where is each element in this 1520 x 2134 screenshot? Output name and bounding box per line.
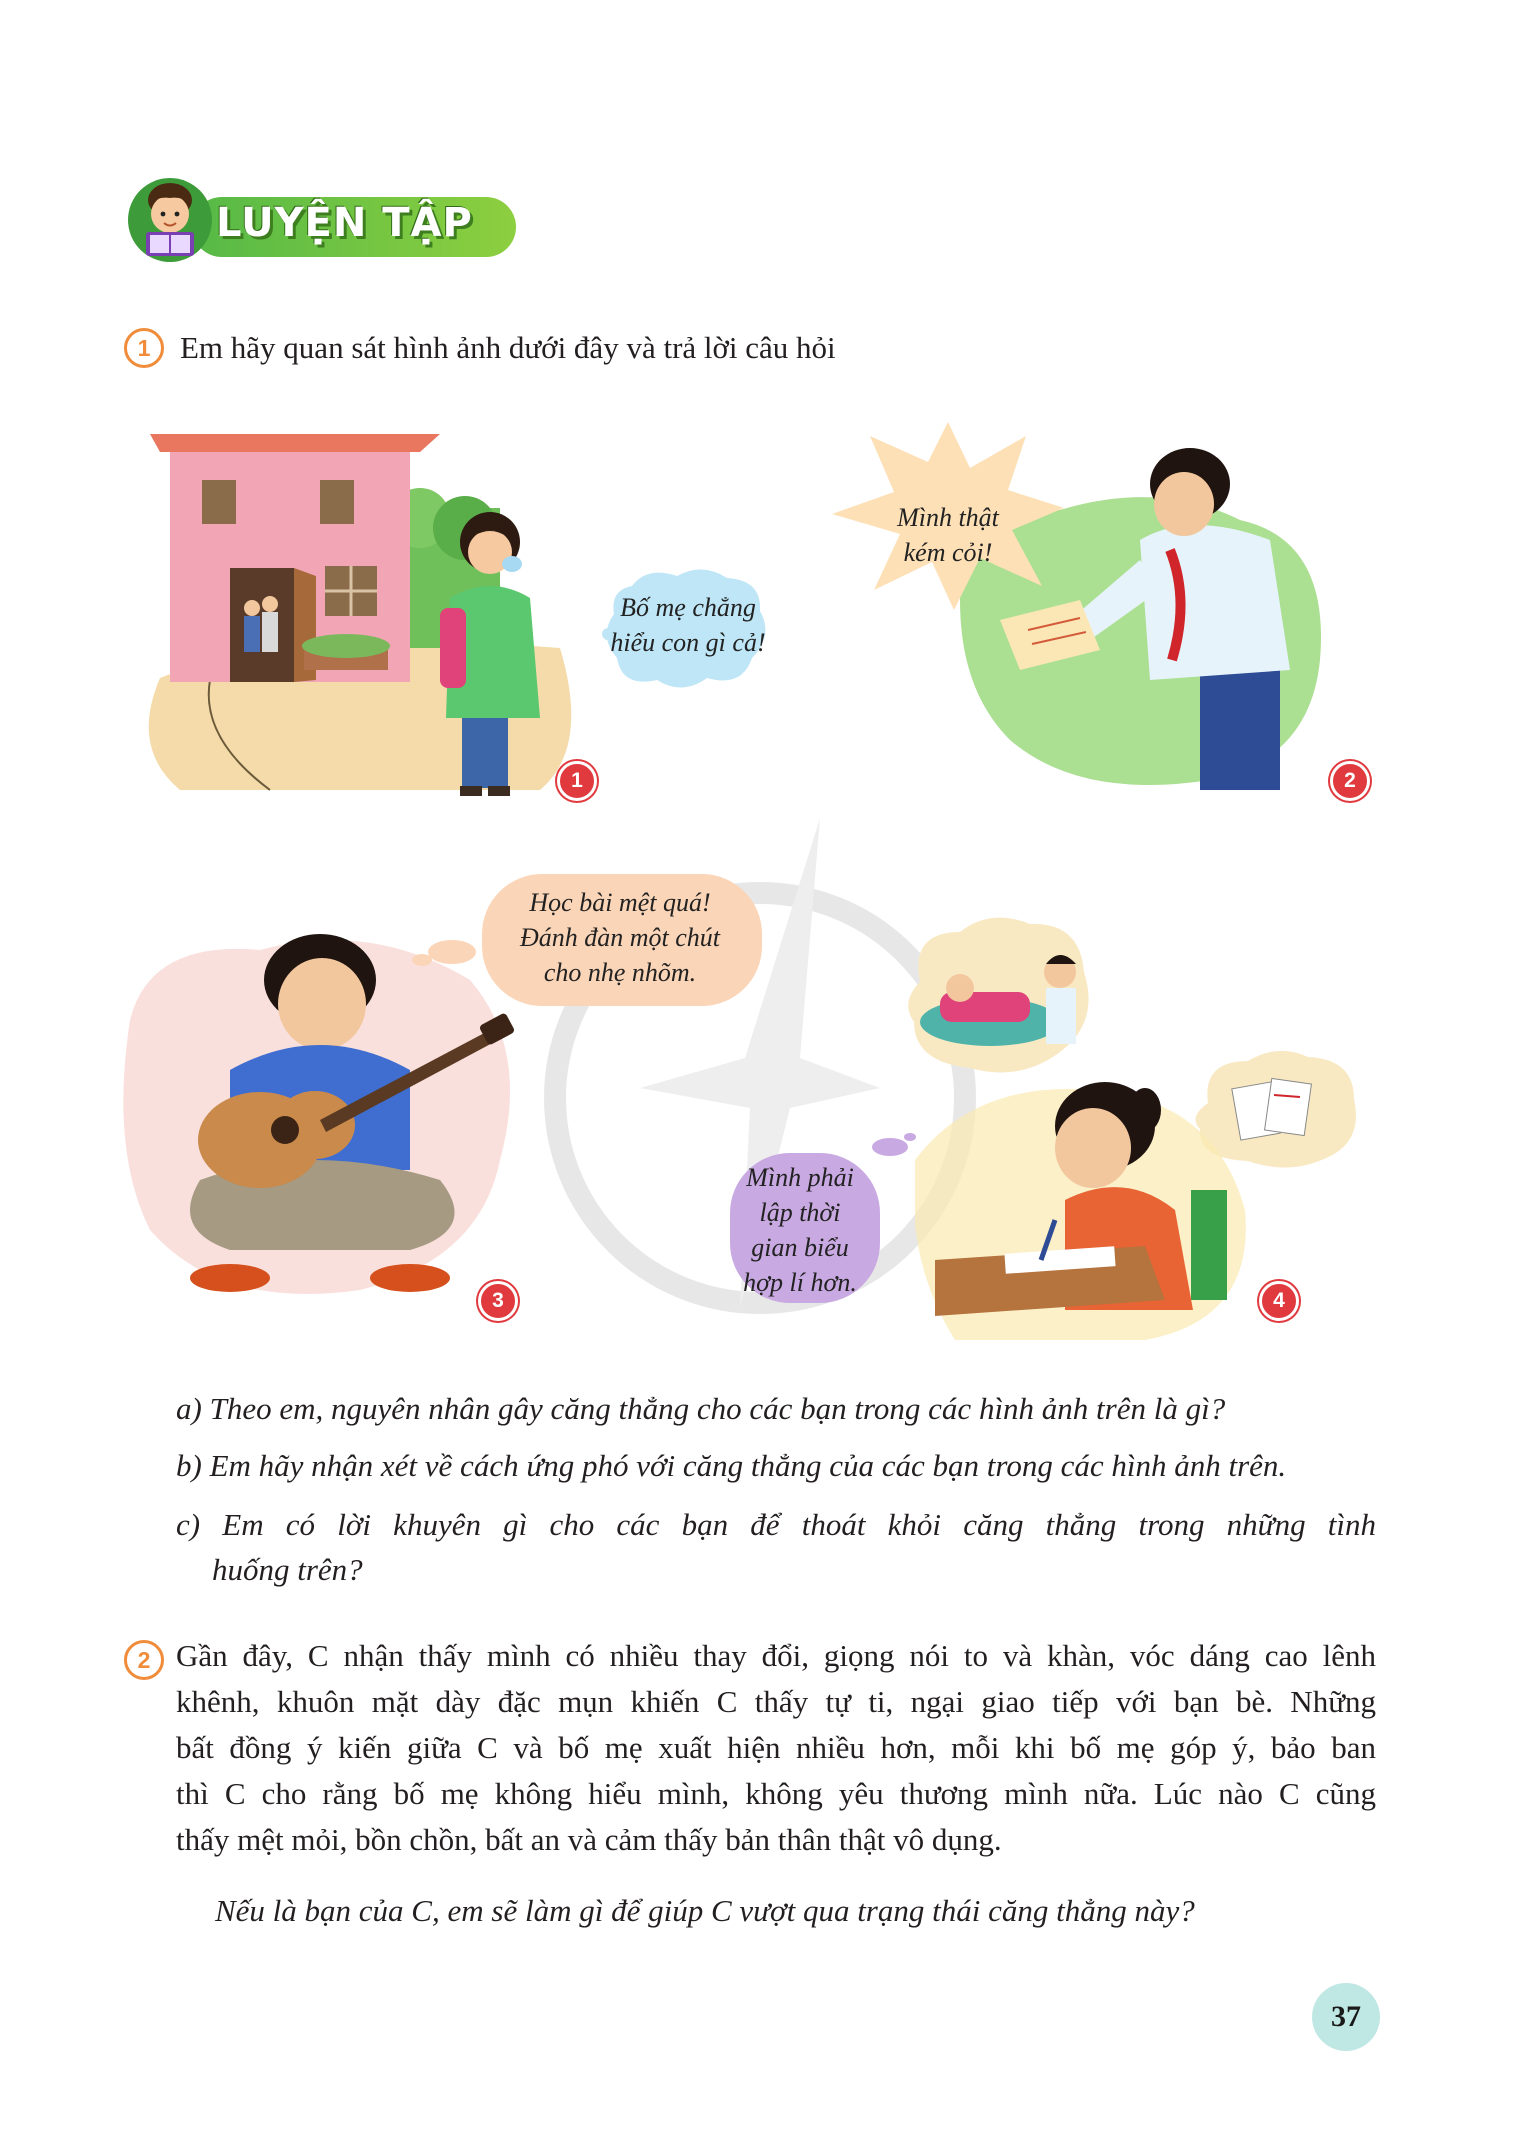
section-title: LUYỆN TẬP — [216, 200, 473, 246]
question-number-1: 1 — [124, 328, 164, 368]
bubble-4-text: Mình phải lập thời gian biểu hợp lí hơn. — [743, 1163, 857, 1297]
bubble-2-text: Mình thật kém cỏi! — [897, 503, 999, 567]
question-1-prompt: Em hãy quan sát hình ảnh dưới đây và trả lời câu hỏi — [180, 330, 836, 365]
sub-question-a: a) Theo em, nguyên nhân gây căng thẳng cho các bạn trong các hình ảnh trên là gì? — [176, 1391, 1226, 1426]
sub-question-c-line1: c) Em có lời khuyên gì cho các bạn để thoát khỏi căng thẳng trong những tình — [176, 1507, 1376, 1542]
bubble-3-text: Học bài mệt quá! Đánh đàn một chút cho nhẹ nhõm. — [519, 888, 721, 987]
sub-question-b: b) Em hãy nhận xét về cách ứng phó với căng thẳng của các bạn trong các hình ảnh trên. — [176, 1448, 1287, 1483]
reading-boy-mascot-icon — [120, 170, 220, 270]
question-2-paragraph: Gần đây, C nhận thấy mình có nhiều thay đổi, giọng nói to và khàn, vóc dáng cao lênh khênh, khuôn mặt dày đặc mụn khiến C thấy tự ti, ngại giao tiếp với bạn bè. Những bất đồng ý kiến giữa C và bố mẹ xuất hiện nhiều hơn, mỗi khi bố mẹ góp ý, bảo ban thì C cho rằng bố mẹ không hiểu mình, không yêu thương mình nữa. Lúc nào C cũng thấy mệt mỏi, bồn chồn, bất an và cảm thấy bản thân thật vô dụng. — [176, 1638, 1376, 1857]
page-number: 37 — [1312, 1983, 1380, 2051]
bubble-1-text: Bố mẹ chẳng hiểu con gì cả! — [610, 593, 766, 657]
question-2-prompt: Nếu là bạn của C, em sẽ làm gì để giúp C vượt qua trạng thái căng thẳng này? — [215, 1893, 1195, 1928]
figure-2-badge: 2 — [1330, 761, 1370, 801]
illustration-4-girl-writing — [915, 1060, 1255, 1340]
figure-3-badge: 3 — [478, 1281, 518, 1321]
sub-question-c-line2: huống trên? — [212, 1552, 363, 1587]
thought-cloud-sick-friend — [900, 912, 1100, 1082]
illustration-1-girl-house — [120, 418, 600, 802]
figure-4-badge: 4 — [1259, 1281, 1299, 1321]
question-number-2: 2 — [124, 1640, 164, 1680]
figure-1-badge: 1 — [557, 761, 597, 801]
